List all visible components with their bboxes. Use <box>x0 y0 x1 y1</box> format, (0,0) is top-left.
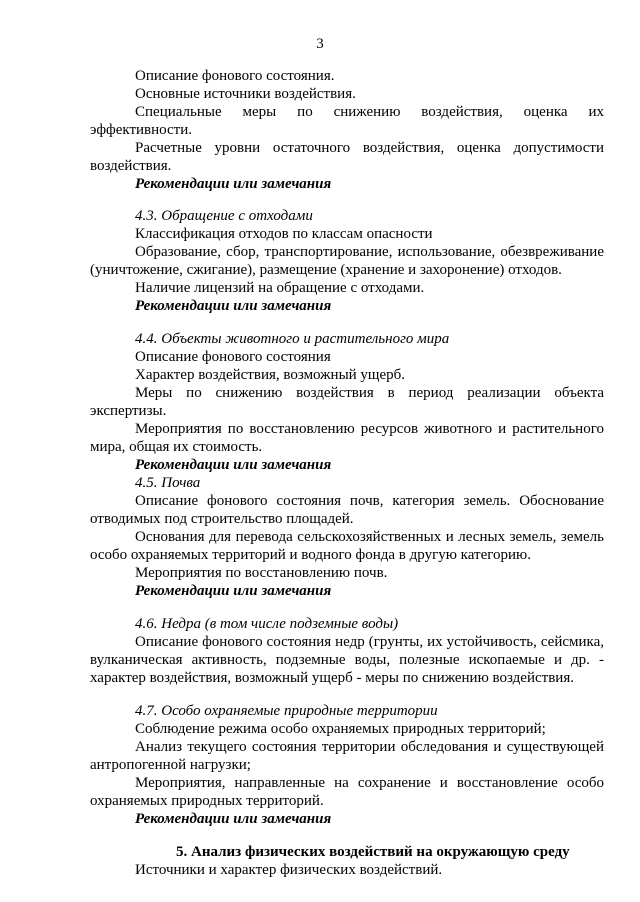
text-line: Образование, сбор, транспортирование, использование, обезвреживание <box>135 244 604 260</box>
recommendations-heading: Рекомендации или замечания <box>135 457 332 473</box>
text-line: Мероприятия по восстановлению ресурсов животного и растительного <box>135 421 604 437</box>
text-line: антропогенной нагрузки; <box>90 757 251 773</box>
section-heading: 4.7. Особо охраняемые природные территории <box>135 703 438 719</box>
text-line: Описание фонового состояния <box>135 349 331 365</box>
text-line: воздействия. <box>90 158 172 174</box>
text-line: Описание фонового состояния. <box>135 68 335 84</box>
text-line: Классификация отходов по классам опасности <box>135 226 433 242</box>
text-line: характер воздействия, возможный ущерб - меры по снижению воздействия. <box>90 670 574 686</box>
section-heading: 4.5. Почва <box>135 475 201 491</box>
chapter-heading: 5. Анализ физических воздействий на окружающую среду <box>176 844 570 860</box>
text-line: Описание фонового состояния почв, категория земель. Обоснование <box>135 493 604 509</box>
text-line: экспертизы. <box>90 403 167 419</box>
recommendations-heading: Рекомендации или замечания <box>135 176 332 192</box>
text-line: Мероприятия, направленные на сохранение и восстановление особо <box>135 775 604 791</box>
text-line: эффективности. <box>90 122 193 138</box>
text-line: Основные источники воздействия. <box>135 86 356 102</box>
text-line: (уничтожение, сжигание), размещение (хранение и захоронение) отходов. <box>90 262 562 278</box>
text-line: Соблюдение режима особо охраняемых природных территорий; <box>135 721 546 737</box>
page-number: 3 <box>316 36 324 52</box>
text-line: Характер воздействия, возможный ущерб. <box>135 367 406 383</box>
recommendations-heading: Рекомендации или замечания <box>135 298 332 314</box>
text-line: Описание фонового состояния недр (грунты, их устойчивость, сейсмика, <box>135 634 604 650</box>
section-heading: 4.4. Объекты животного и растительного мира <box>135 331 450 347</box>
section-heading: 4.6. Недра (в том числе подземные воды) <box>135 616 399 632</box>
text-line: Меры по снижению воздействия в период реализации объекта <box>135 385 604 401</box>
text-line: Анализ текущего состояния территории обследования и существующей <box>135 739 604 755</box>
text-line: Расчетные уровни остаточного воздействия, оценка допустимости <box>135 140 604 156</box>
section-heading: 4.3. Обращение с отходами <box>135 208 313 224</box>
text-line: вулканическая активность, подземные воды, полезные ископаемые и др. - <box>90 652 604 668</box>
text-line: мира, общая их стоимость. <box>90 439 263 455</box>
text-line: отводимых под строительство площадей. <box>90 511 354 527</box>
recommendations-heading: Рекомендации или замечания <box>135 811 332 827</box>
recommendations-heading: Рекомендации или замечания <box>135 583 332 599</box>
text-line: Основания для перевода сельскохозяйственных и лесных земель, земель <box>135 529 604 545</box>
text-line: Источники и характер физических воздействий. <box>135 862 443 878</box>
text-line: Наличие лицензий на обращение с отходами. <box>135 280 425 296</box>
text-line: Специальные меры по снижению воздействия, оценка их <box>135 104 604 120</box>
text-line: особо охраняемых территорий и водного фонда в другую категорию. <box>90 547 531 563</box>
text-line: Мероприятия по восстановлению почв. <box>135 565 388 581</box>
text-line: охраняемых природных территорий. <box>90 793 324 809</box>
